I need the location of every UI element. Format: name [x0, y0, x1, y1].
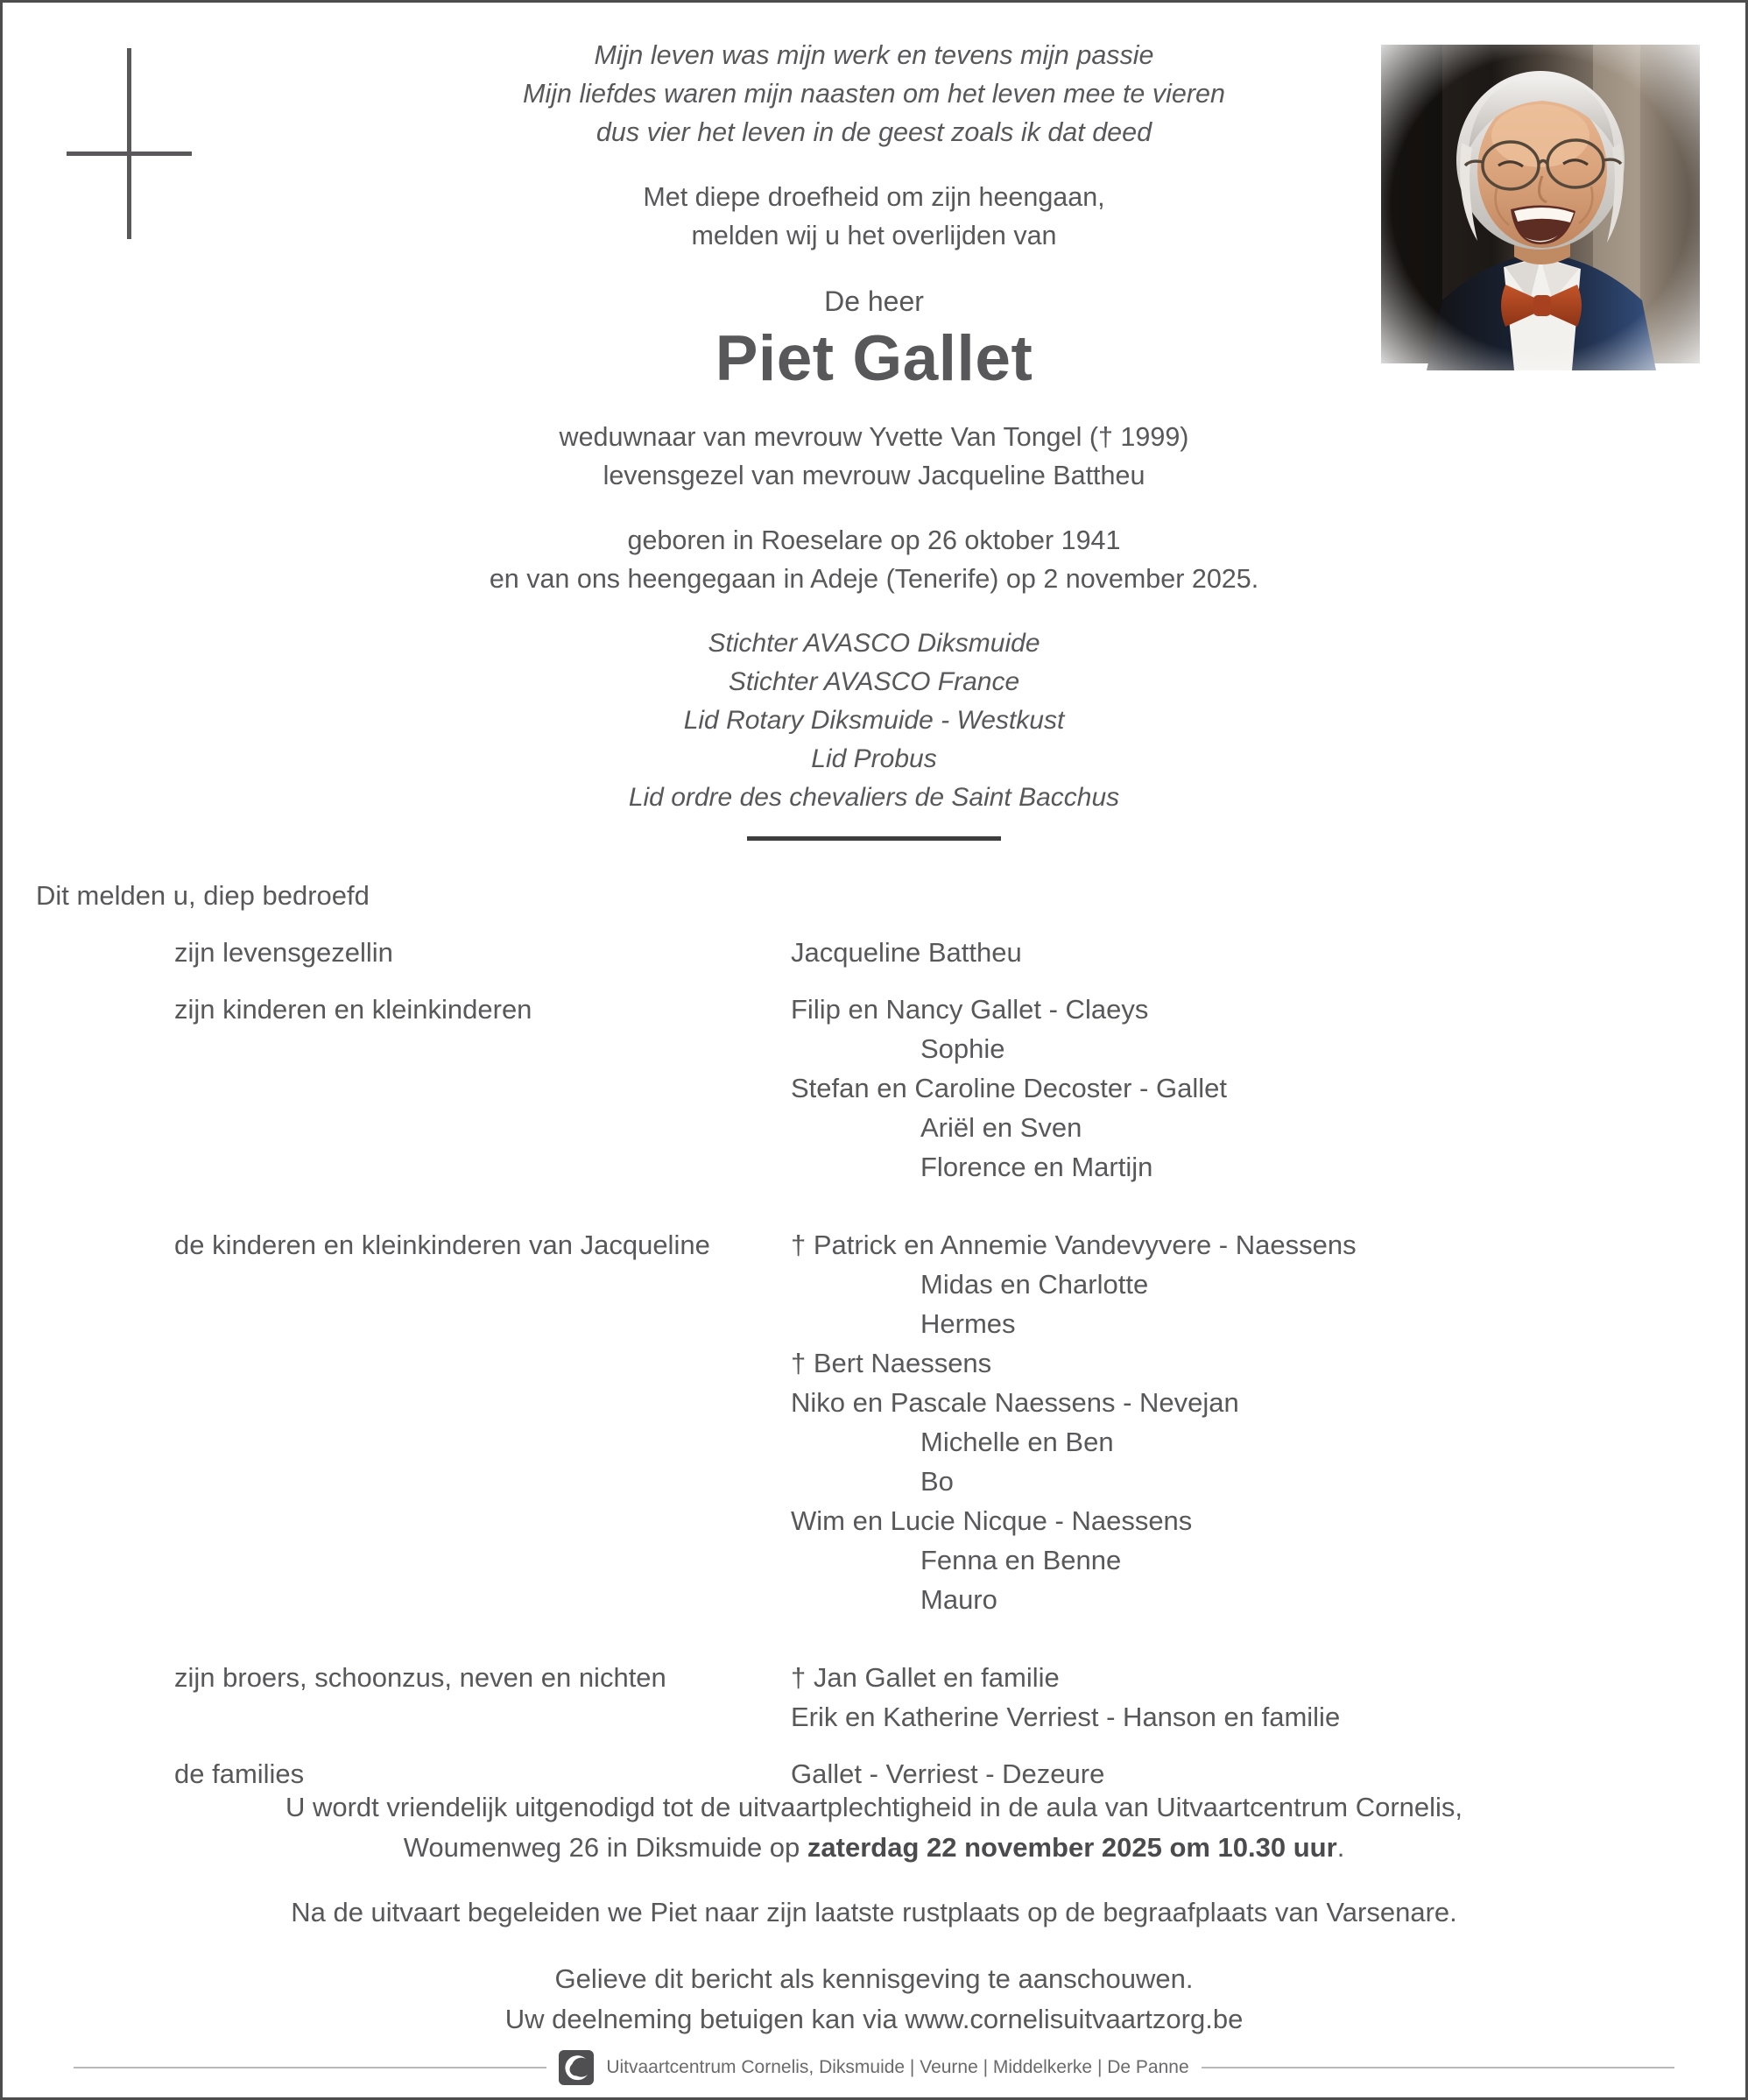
service-datetime: zaterdag 22 november 2025 om 10.30 uur: [807, 1832, 1337, 1863]
spacer: [3, 495, 1745, 521]
spacer: [3, 598, 1745, 624]
family-group-label: zijn kinderen en kleinkinderen: [174, 994, 532, 1025]
family-member: † Patrick en Annemie Vandevyvere - Naessens: [791, 1230, 1357, 1260]
spacer: [3, 1737, 1745, 1754]
notice-line: Gelieve dit bericht als kennisgeving te aanschouwen.: [554, 1963, 1194, 1994]
relation-line-2: levensgezel van mevrouw Jacqueline Battheu: [603, 461, 1145, 490]
family-group-label: de families: [174, 1758, 305, 1789]
poem-line-2: Mijn liefdes waren mijn naasten om het leven mee te vieren: [523, 79, 1225, 109]
poem-line-3: dus vier het leven in de geest zoals ik dat deed: [596, 117, 1152, 147]
family-member: † Bert Naessens: [791, 1348, 992, 1378]
deceased-title: De heer: [824, 285, 924, 317]
family-group-label: de kinderen en kleinkinderen van Jacqueline: [174, 1230, 710, 1260]
spacer: [3, 1868, 1745, 1892]
family-group-label: zijn broers, schoonzus, neven en nichten: [174, 1662, 666, 1693]
spacer: [3, 152, 1745, 178]
family-member: Niko en Pascale Naessens - Nevejan: [791, 1387, 1239, 1418]
service-details: [3, 1787, 1745, 2040]
death-line: en van ons heengegaan in Adeje (Tenerife) op 2 november 2025.: [489, 564, 1259, 594]
condolence-line: Uw deelneming betuigen kan via www.cornelisuitvaartzorg.be: [504, 2004, 1244, 2034]
family-member: Michelle en Ben: [920, 1427, 1114, 1457]
burial-line: Na de uitvaart begeleiden we Piet naar zijn laatste rustplaats op de begraafplaats van Varsenare.: [291, 1897, 1457, 1927]
family-group-label: zijn levensgezellin: [174, 937, 393, 968]
spacer: [3, 255, 1745, 281]
service-invite-line-2: [3, 1828, 1745, 1868]
service-invite-suffix: .: [1336, 1832, 1345, 1863]
family-member: Stefan en Caroline Decoster - Gallet: [791, 1073, 1227, 1103]
family-member: Hermes: [920, 1308, 1016, 1339]
family-group-names: [791, 933, 1745, 972]
family-member: Wim en Lucie Nicque - Naessens: [791, 1505, 1193, 1536]
family-member: Fenna en Benne: [920, 1545, 1122, 1575]
family-list: [3, 933, 1745, 1793]
spacer: [3, 972, 1745, 990]
header-text-block: [3, 36, 1745, 841]
membership-2: Stichter AVASCO France: [728, 667, 1020, 696]
family-member: Jacqueline Battheu: [791, 937, 1022, 968]
membership-4: Lid Probus: [811, 744, 937, 773]
announcement-line-2: melden wij u het overlijden van: [691, 221, 1057, 250]
family-group-siblings: [3, 1658, 1745, 1737]
spacer: [3, 1187, 1745, 1225]
family-group-names: [791, 1225, 1745, 1619]
family-member: Filip en Nancy Gallet - Claeys: [791, 994, 1149, 1025]
family-group-names: [791, 990, 1745, 1187]
family-member: Bo: [920, 1466, 954, 1497]
birth-line: geboren in Roeselare op 26 oktober 1941: [627, 525, 1121, 555]
family-group-children: [3, 990, 1745, 1187]
deceased-name: Piet Gallet: [715, 323, 1033, 394]
family-member: Ariël en Sven: [920, 1112, 1082, 1143]
footer-rule-left: [74, 2067, 546, 2068]
footer-text: Uitvaartcentrum Cornelis, Diksmuide | Veurne | Middelkerke | De Panne: [606, 2057, 1189, 2077]
family-member: Midas en Charlotte: [920, 1269, 1149, 1300]
family-member: † Jan Gallet en familie: [791, 1662, 1060, 1693]
family-group-partner: [3, 933, 1745, 972]
service-invite-prefix: Woumenweg 26 in Diksmuide op: [403, 1832, 807, 1863]
family-intro: Dit melden u, diep bedroefd: [36, 880, 370, 911]
membership-5: Lid ordre des chevaliers de Saint Bacchus: [628, 783, 1120, 812]
relation-line-1: weduwnaar van mevrouw Yvette Van Tongel († 1999): [559, 422, 1189, 452]
membership-1: Stichter AVASCO Diksmuide: [708, 629, 1040, 658]
family-group-jacqueline-children: [3, 1225, 1745, 1619]
family-member: Mauro: [920, 1584, 997, 1615]
section-divider: [747, 836, 1001, 841]
poem-line-1: Mijn leven was mijn werk en tevens mijn passie: [594, 40, 1154, 70]
spacer: [3, 397, 1745, 418]
family-member: Florence en Martijn: [920, 1152, 1153, 1182]
family-member: Gallet - Verriest - Dezeure: [791, 1758, 1105, 1789]
footer-rule-right: [1202, 2067, 1674, 2068]
family-group-names: [791, 1658, 1745, 1737]
family-member: Erik en Katherine Verriest - Hanson en familie: [791, 1702, 1341, 1732]
announcement-line-1: Met diepe droefheid om zijn heengaan,: [643, 182, 1105, 212]
spacer: [3, 1619, 1745, 1658]
membership-3: Lid Rotary Diksmuide - Westkust: [683, 706, 1065, 735]
service-invite-line-1: U wordt vriendelijk uitgenodigd tot de uitvaartplechtigheid in de aula van Uitvaartcentrum Cornelis,: [285, 1792, 1463, 1822]
spacer: [3, 1933, 1745, 1959]
footer-bar: [3, 2050, 1745, 2085]
family-member: Sophie: [920, 1033, 1005, 1064]
cornelis-logo-icon: [559, 2050, 594, 2085]
